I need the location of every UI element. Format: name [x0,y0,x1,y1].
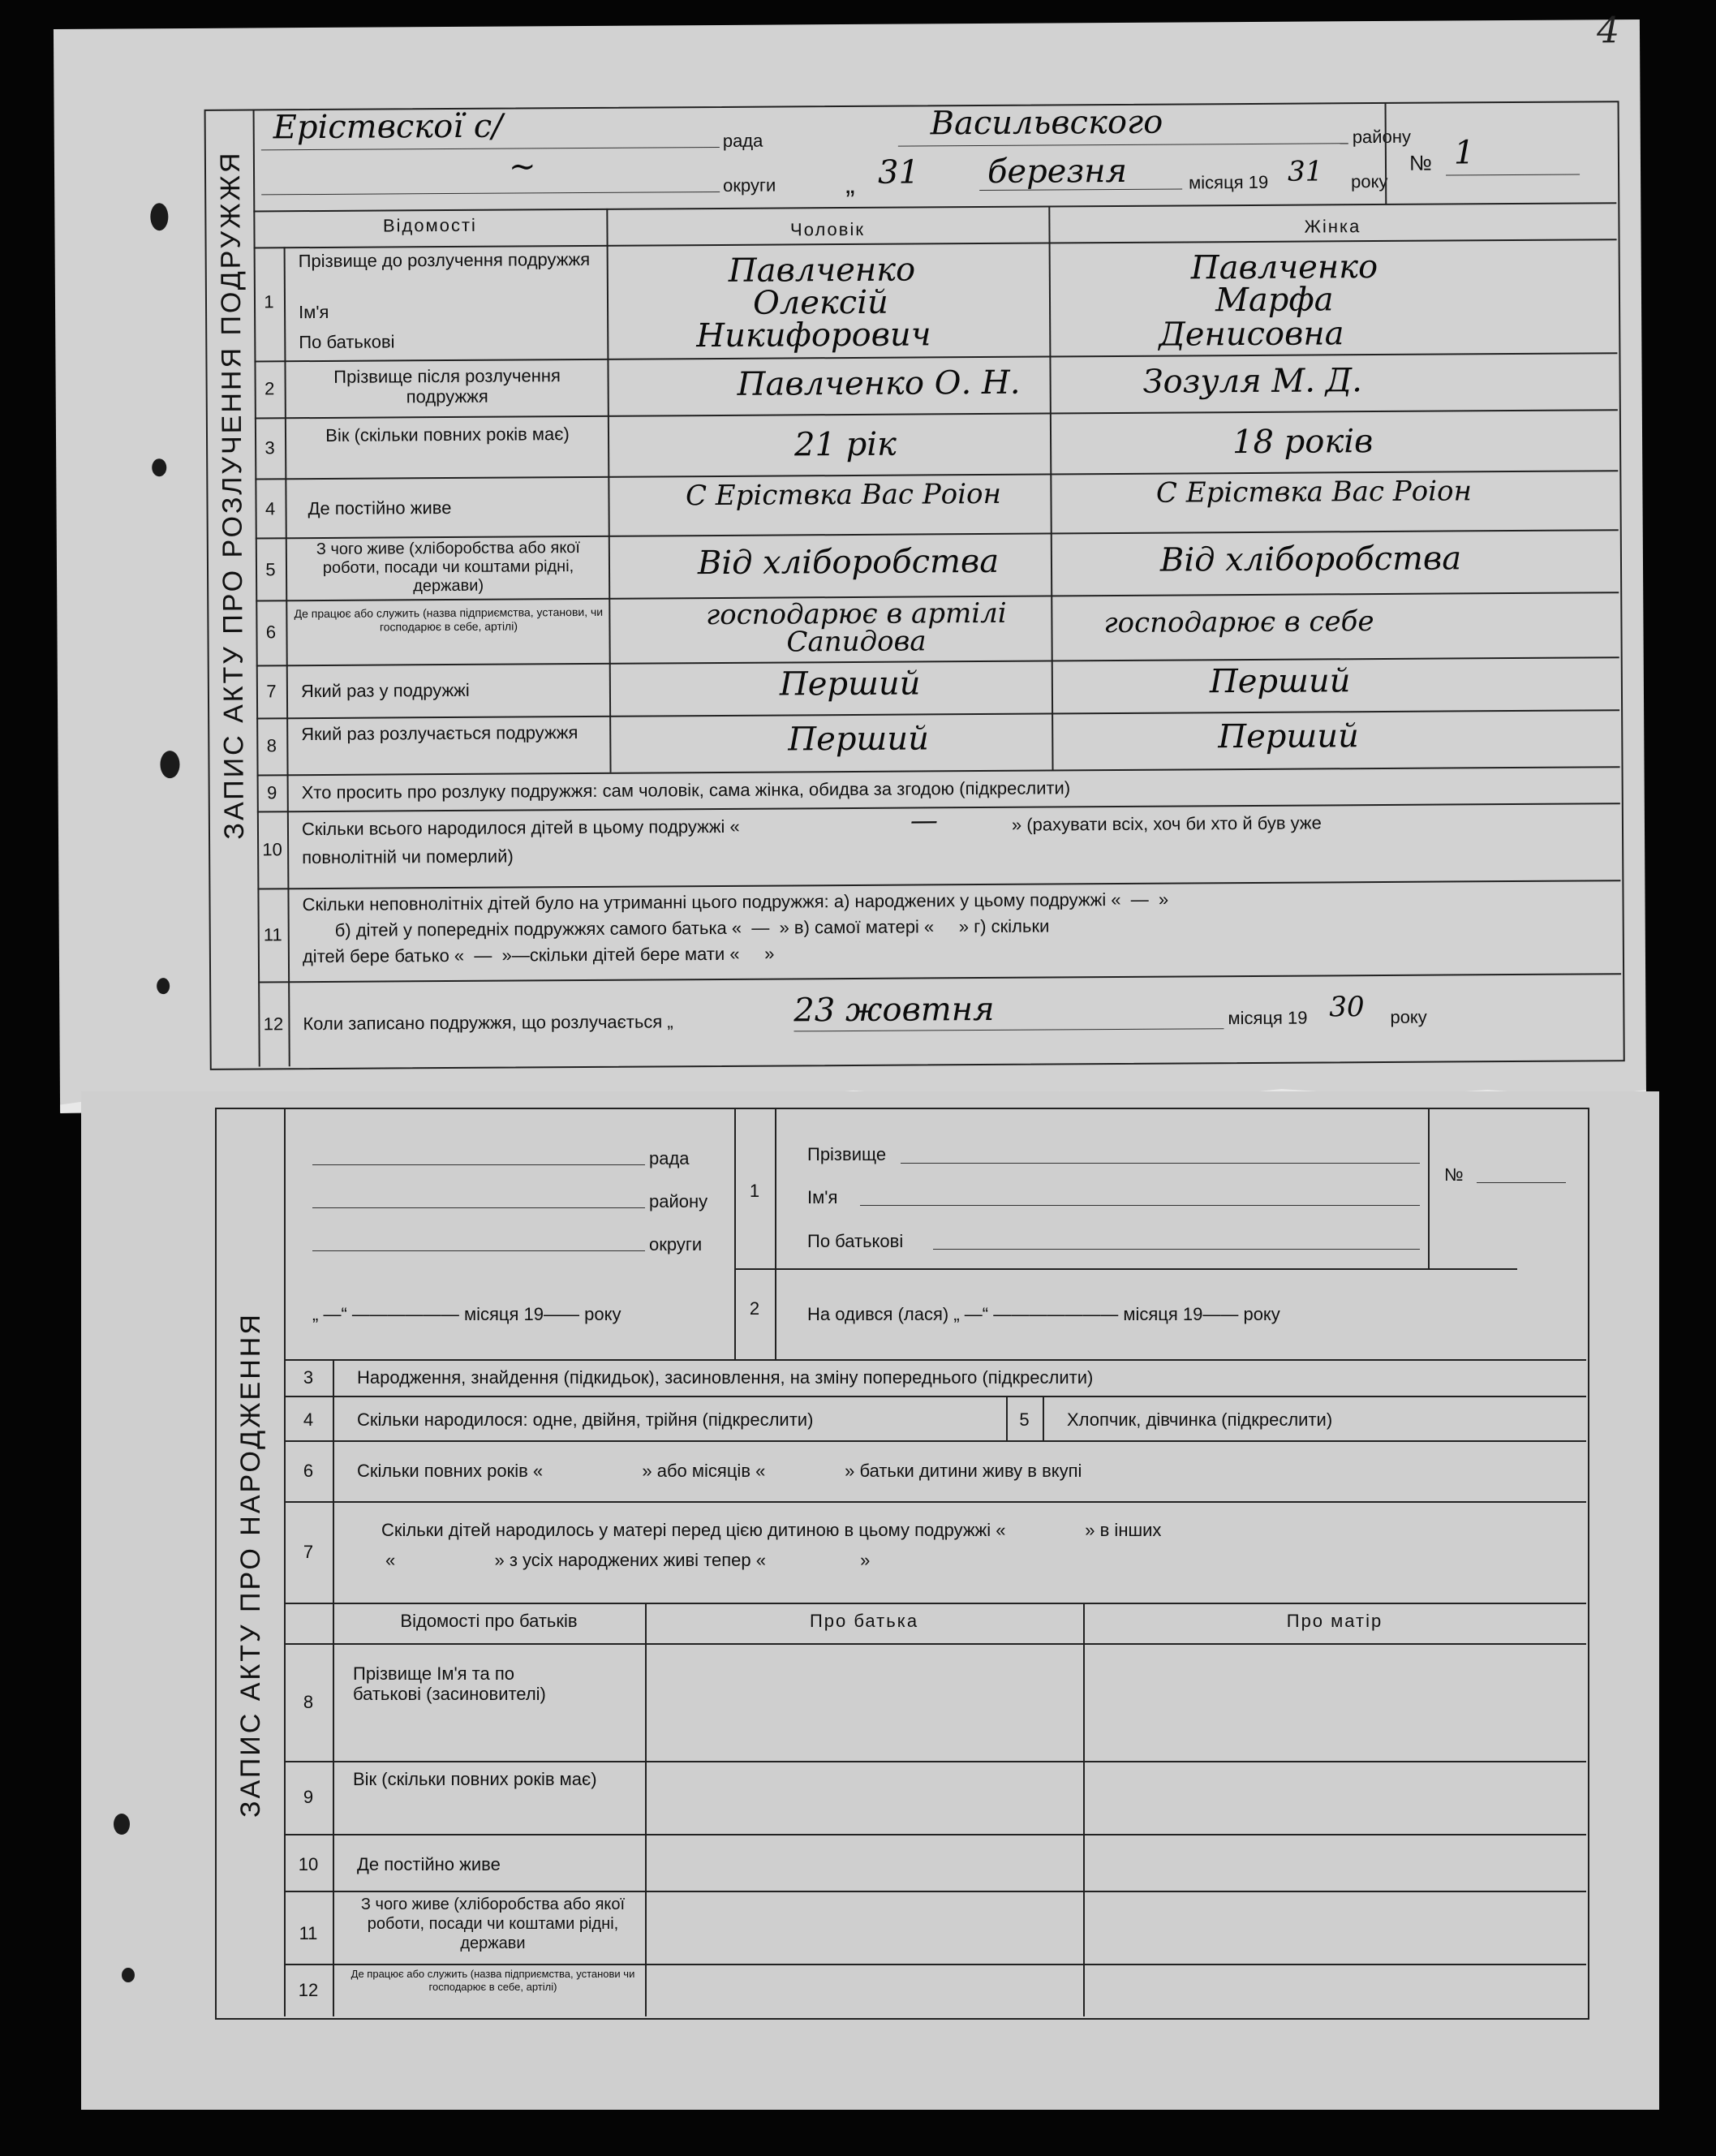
birth-r4-text: Скільки народилося: одне, двійня, трійня (підкреслити) [357,1409,814,1430]
birth-row-9-number: 9 [303,1787,314,1807]
row-2-number: 2 [264,378,275,399]
birth-row-8-number: 8 [303,1692,314,1712]
husband-patronymic: Никифорович [696,316,931,355]
row-9-text: Хто просить про розлуку подружжя: сам чоловік, сама жінка, обидва за згодою (підкреслити) [301,777,1071,803]
row-12-year-value: 30 [1329,991,1365,1024]
stain [150,203,168,230]
wife-patronymic: Денисовна [1159,315,1344,354]
birth-r6-text: Скільки повних років « » або місяців « » батьки дитини живу в вкупі [357,1461,1082,1481]
row-5-number: 5 [265,559,276,580]
rada-label: рада [722,130,763,151]
okruh-label: округи [723,174,776,196]
row-11-line-2: б) дітей у попередніх подружжях самого батька « — » в) самої матері « » г) скільки [334,915,1050,940]
birth-col-mother: Про матір [1286,1611,1383,1631]
row-7-number: 7 [266,681,277,702]
birth-row-8-label: Прізвище Ім'я та по батькові (засиновителі) [353,1663,546,1704]
col-header-husband: Чоловік [789,218,866,240]
okruh-value: ~ [508,148,536,186]
day-value: 31 [877,153,920,192]
birth-r4-number: 4 [303,1409,314,1430]
row-4-label: Де постійно живе [308,497,452,519]
row-12-year-label: року [1390,1006,1427,1027]
birth-r3-text: Народження, знайдення (підкидьок), засиновлення, на зміну попереднього (підкреслити) [357,1367,1094,1388]
page-number: 4 [1596,10,1620,52]
birth-record-sheet [81,1091,1659,2110]
birth-okruh-label: округи [649,1234,703,1254]
row-11-line-1: Скільки неповнолітніх дітей було на утриманні цього подружжя: а) народжених у цьому подружжі « — » [302,889,1169,915]
birth-r5-number: 5 [1019,1409,1030,1430]
stain [122,1968,135,1982]
row-1-label-surname: Прізвище до розлучення подружжя [298,248,591,272]
row-6-number: 6 [265,622,277,643]
row-10-children-value: — [910,804,939,837]
row-9-number: 9 [266,782,277,803]
birth-r2-number: 2 [749,1298,760,1319]
husband-name: Олексій [752,283,888,322]
row-12-number: 12 [263,1013,284,1035]
birth-raion-label: району [649,1191,708,1211]
wife-new-surname: Зозуля М. Д. [1142,362,1363,401]
wife-livelihood: Від хліборобства [1159,540,1462,579]
row-1-label-name: Ім'я [298,301,329,323]
row-12-date: 23 жовтня [793,990,995,1030]
stain [157,978,170,994]
divorce-record-sheet [54,10,1646,1112]
birth-r7-line-1: Скільки дітей народилось у матері перед цією дитиною в цьому подружжі « » в інших [381,1520,1162,1540]
husband-surname: Павлченко [728,251,916,290]
birth-patronymic-label: По батькові [807,1231,904,1251]
row-5-label: З чого живе (хліборобства або якої роботи, посади чи коштами рідні, держави) [316,539,581,596]
wife-residence: С Еріствка Вас Роіон [1155,475,1473,510]
year-label: року [1351,170,1388,192]
record-no-label: № [1408,150,1432,175]
row-12-text: Коли записано подружжя, що розлучається „ [303,1011,673,1035]
birth-row-9-label: Вік (скільки повних років має) [353,1769,597,1789]
birth-r2-text: На одився (лася) „ —“ ——————— місяця 19—— року [807,1304,1280,1324]
wife-workplace: господарює в себе [1103,605,1374,640]
birth-name-label: Ім'я [807,1187,838,1207]
birth-side-title: ЗАПИС АКТУ ПРО НАРОДЖЕННЯ [235,1312,266,1818]
husband-new-surname: Павлченко О. Н. [737,364,1021,403]
raion-value: Васильвского [930,103,1163,143]
birth-row-11-label: З чого живе (хліборобства або якої роботи, посади чи коштами рідні, держави [360,1896,626,1952]
row-2-label: Прізвище після розлучення подружжя [333,365,561,407]
wife-surname: Павлченко [1190,248,1378,287]
row-3-label: Вік (скільки повних років має) [325,424,570,445]
month-label: місяця 19 [1189,171,1269,193]
row-3-number: 3 [264,437,275,458]
month-value: березня [987,152,1128,191]
birth-row-10-number: 10 [298,1854,319,1874]
row-4-number: 4 [264,498,276,519]
row-8-label: Який раз розлучається подружжя [301,722,578,745]
birth-col-info: Відомості про батьків [400,1611,578,1631]
row-10-text-a: Скільки всього народилося дітей в цьому подружжі « [301,815,740,840]
husband-livelihood: Від хліборобства [697,542,1000,583]
row-10-text-b: » (рахувати всіх, хоч би хто й був уже [1011,812,1322,835]
husband-marriage-count: Перший [779,665,921,704]
record-no-value: 1 [1453,134,1475,172]
stain [114,1814,130,1835]
birth-row-11-number: 11 [299,1923,318,1943]
row-12-month-label: місяця 19 [1228,1007,1308,1029]
wife-marriage-count: Перший [1209,662,1351,701]
row-7-label: Який раз у подружжі [300,679,470,702]
col-header-wife: Жінка [1304,216,1361,237]
divorce-side-title: ЗАПИС АКТУ ПРО РОЗЛУЧЕННЯ ПОДРУЖЖЯ [214,150,251,840]
raion-label: району [1352,126,1412,148]
birth-row-12-label: Де працює або служить (назва підприємства, установи чи господарює в себе, артілі) [351,1968,635,1993]
row-11-line-3: дітей бере батько « — »—скільки дітей бере мати « » [302,943,775,967]
birth-col-father: Про батька [809,1611,919,1631]
col-header-info: Відомості [382,214,477,236]
row-6-label: Де працює або служить (назва підприємства, установи, чи господарює в себе, артілі) [294,605,604,634]
stain [160,751,179,778]
birth-date-line: „ —“ —————— місяця 19—— року [312,1304,621,1324]
row-10-text-c: повнолітній чи померлий) [302,846,514,868]
row-10-number: 10 [262,839,282,860]
husband-residence: С Еріствка Вас Роіон [685,477,1002,513]
birth-r7-number: 7 [303,1542,314,1562]
husband-workplace: господарює в артілі Сапидова [705,596,1007,659]
row-1-number: 1 [264,291,274,312]
birth-rada-label: рада [649,1148,690,1168]
birth-surname-label: Прізвище [807,1144,887,1164]
wife-age: 18 років [1232,423,1374,462]
row-1-label-patronymic: По батькові [299,331,395,353]
birth-r3-number: 3 [303,1367,314,1388]
quote-open: „ [845,168,855,200]
husband-divorce-count: Перший [788,720,930,759]
rada-value: Еріствскої с/ [273,107,503,147]
birth-r1-number: 1 [749,1181,760,1201]
birth-row-12-number: 12 [298,1980,319,2000]
year-value: 31 [1287,155,1323,188]
birth-r6-number: 6 [303,1461,314,1481]
birth-r7-line-2: « » з усіх народжених живі тепер « » [385,1550,871,1570]
husband-age: 21 рік [793,425,897,464]
row-11-number: 11 [263,924,282,945]
row-8-number: 8 [266,735,277,756]
birth-row-10-label: Де постійно живе [357,1854,501,1874]
stain [152,458,166,476]
birth-no-label: № [1444,1164,1464,1185]
wife-name: Марфа [1215,281,1334,320]
wife-divorce-count: Перший [1218,717,1360,756]
birth-r5-text: Хлопчик, дівчинка (підкреслити) [1067,1409,1333,1430]
